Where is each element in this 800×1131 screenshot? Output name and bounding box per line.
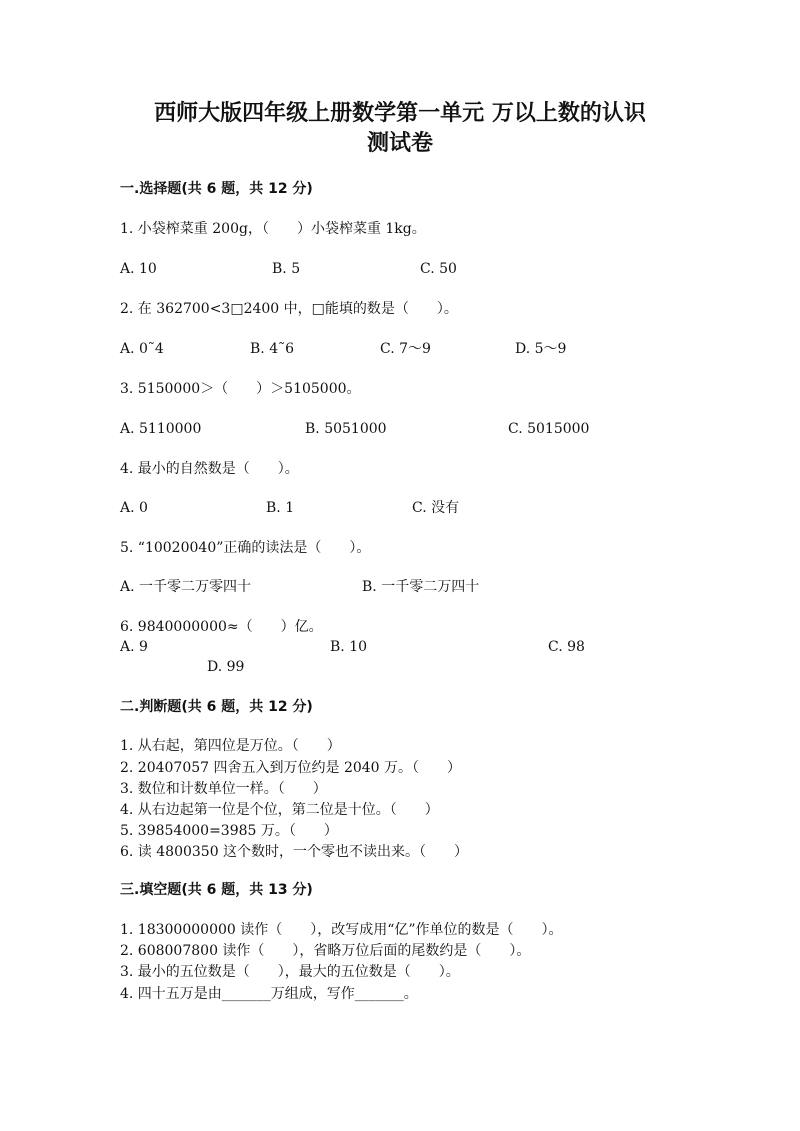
option-b: B. 一千零二万四十 [362, 579, 480, 595]
option-c: C. 98 [548, 639, 585, 655]
section-heading-judgement: 二.判断题(共 6 题，共 12 分) [120, 699, 313, 715]
page-title: 西师大版四年级上册数学第一单元 万以上数的认识 [154, 101, 646, 126]
option-d: D. 5～9 [515, 341, 567, 357]
fill-blank-item: 4. 四十五万是由_______万组成，写作_______。 [120, 986, 418, 1002]
option-b: B. 1 [266, 500, 295, 516]
option-c: C. 7～9 [380, 341, 431, 357]
question-2: 2. 在 362700<3□2400 中，□能填的数是（ ）。 [120, 301, 458, 317]
judgement-item: 4. 从右边起第一位是个位，第二位是十位。（ ） [120, 802, 439, 818]
page-title-line2: 测试卷 [366, 131, 433, 156]
judgement-item: 1. 从右起，第四位是万位。（ ） [120, 738, 341, 754]
option-a: A. 0 [120, 500, 148, 516]
option-b: B. 5051000 [305, 421, 387, 437]
option-a: A. 9 [120, 639, 148, 655]
option-a: A. 5110000 [120, 421, 202, 437]
section-heading-fill-blank: 三.填空题(共 6 题，共 13 分) [120, 882, 313, 898]
option-a: A. 10 [120, 261, 157, 277]
question-5: 5. “10020040”正确的读法是（ ）。 [120, 540, 371, 556]
fill-blank-item: 2. 608007800 读作（ ），省略万位后面的尾数约是（ ）。 [120, 943, 531, 959]
section-heading-choice: 一.选择题(共 6 题，共 12 分) [120, 181, 313, 197]
option-b: B. 5 [272, 261, 301, 277]
judgement-item: 3. 数位和计数单位一样。（ ） [120, 781, 327, 797]
fill-blank-item: 3. 最小的五位数是（ ），最大的五位数是（ ）。 [120, 964, 460, 980]
option-a: A. 0˜4 [120, 341, 164, 357]
question-6: 6. 9840000000≈（ ）亿。 [120, 619, 323, 635]
option-a: A. 一千零二万零四十 [120, 579, 252, 595]
option-b: B. 10 [330, 639, 368, 655]
option-c: C. 50 [420, 261, 457, 277]
option-c: C. 5015000 [508, 421, 590, 437]
judgement-item: 6. 读 4800350 这个数时，一个零也不读出来。（ ） [120, 844, 469, 860]
fill-blank-item: 1. 18300000000 读作（ ），改写成用“亿”作单位的数是（ ）。 [120, 922, 563, 938]
question-3: 3. 5150000＞（ ）＞5105000。 [120, 381, 361, 397]
judgement-item: 5. 39854000=3985 万。（ ） [120, 823, 338, 839]
option-c: C. 没有 [412, 500, 460, 516]
question-4: 4. 最小的自然数是（ ）。 [120, 461, 299, 477]
judgement-item: 2. 20407057 四舍五入到万位约是 2040 万。（ ） [120, 760, 462, 776]
option-b: B. 4˜6 [250, 341, 295, 357]
option-d: D. 99 [207, 659, 245, 675]
question-1: 1. 小袋榨菜重 200g，（ ）小袋榨菜重 1kg。 [120, 221, 426, 237]
